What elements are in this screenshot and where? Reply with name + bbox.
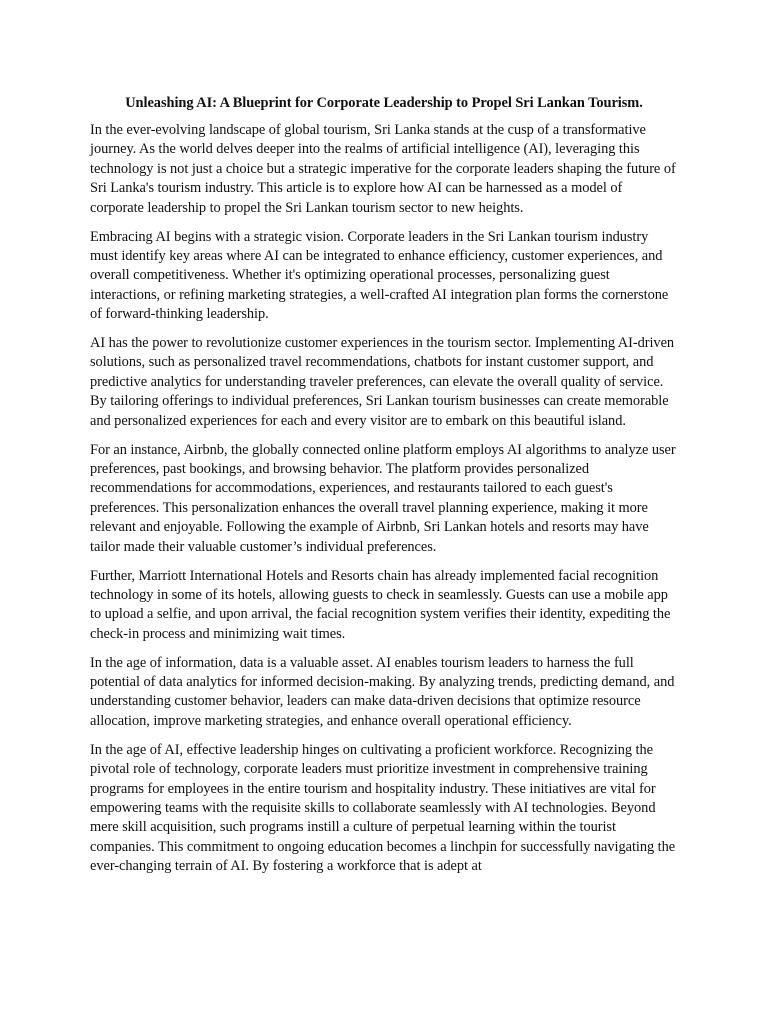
paragraph-5: Further, Marriott International Hotels and Resorts chain has already implemented facial recognition technology in some of its hotels, allowing guests to check in seamlessly. Guests can use a mobile app to upload a selfie, and upon arrival, the facial recognition system verifies their identity, expediting the check-in process and minimizing wait times. xyxy=(90,567,671,642)
paragraph-7: In the age of AI, effective leadership hinges on cultivating a proficient workforce. Recognizing the pivotal role of technology, corporate leaders must prioritize investment in comprehensive training programs for employees in the entire tourism and hospitality industry. These initiatives are vital for empowering teams with the requisite skills to collaborate seamlessly with AI technologies. Beyond mere skill acquisition, such programs instill a culture of perpetual learning within the tourist companies. This commitment to ongoing education becomes a linchpin for successfully navigating the ever-changing terrain of AI. By fostering a workforce that is adept at xyxy=(90,741,676,875)
paragraph-2: Embracing AI begins with a strategic vision. Corporate leaders in the Sri Lankan tourism industry must identify key areas where AI can be integrated to enhance efficiency, customer experiences, and overall competitiveness. Whether it's optimizing operational processes, personalizing guest interactions, or refining marketing strategies, a well-crafted AI integration plan forms the cornerstone of forward-thinking leadership. xyxy=(90,228,669,323)
document-title: Unleashing AI: A Blueprint for Corporate Leadership to Propel Sri Lankan Tourism. xyxy=(125,95,643,111)
paragraph-6: In the age of information, data is a valuable asset. AI enables tourism leaders to harness the full potential of data analytics for informed decision-making. By analyzing trends, predicting demand, and understanding customer behavior, leaders can make data-driven decisions that optimize resource allocation, improve marketing strategies, and enhance overall operational efficiency. xyxy=(90,654,675,729)
paragraph-3: AI has the power to revolutionize customer experiences in the tourism sector. Implementing AI-driven solutions, such as personalized travel recommendations, chatbots for instant customer support, and predictive analytics for understanding traveler preferences, can elevate the overall quality of service. By tailoring offerings to individual preferences, Sri Lankan tourism businesses can create memorable and personalized experiences for each and every visitor are to embark on this beautiful island. xyxy=(90,335,675,429)
paragraph-4: For an instance, Airbnb, the globally connected online platform employs AI algorithms to analyze user preferences, past bookings, and browsing behavior. The platform provides personalized recommendations for accommodations, experiences, and restaurants tailored to each guest's preferences. This personalization enhances the overall travel planning experience, making it more relevant and enjoyable. Following the example of Airbnb, Sri Lankan hotels and resorts may have tailor made their valuable customer’s individual preferences. xyxy=(90,441,676,555)
paragraph-1: In the ever-evolving landscape of global tourism, Sri Lanka stands at the cusp of a transformative journey. As the world delves deeper into the realms of artificial intelligence (AI), leveraging this technology is not just a choice but a strategic imperative for the corporate leaders shaping the future of Sri Lanka's tourism industry. This article is to explore how AI can be harnessed as a model of corporate leadership to propel the Sri Lankan tourism sector to new heights. xyxy=(90,122,676,216)
